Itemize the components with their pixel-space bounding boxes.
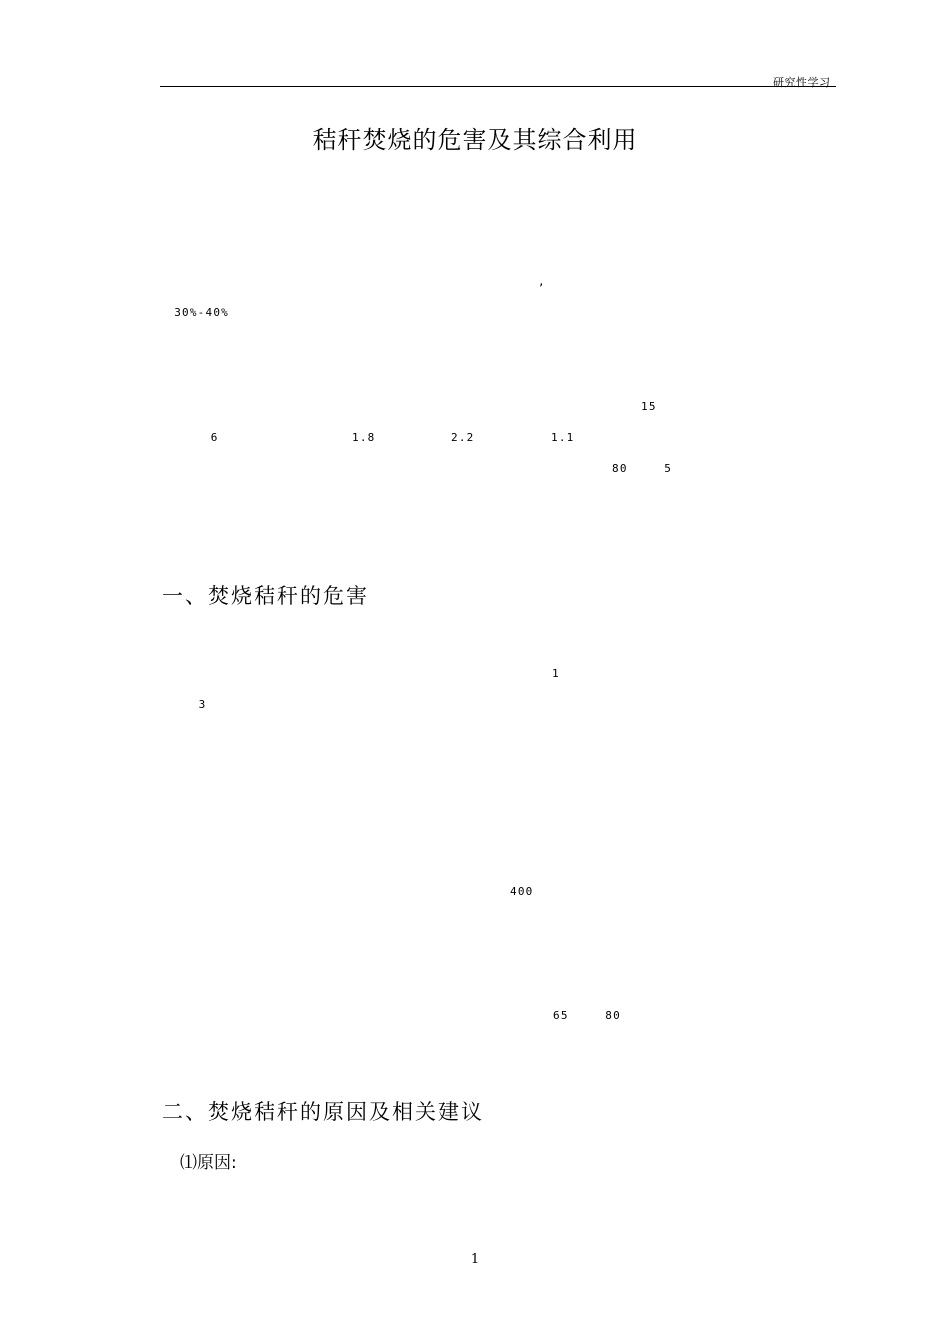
text-line	[0, 665, 950, 679]
text-segment: 1.1	[551, 431, 795, 444]
text-segment	[162, 852, 723, 868]
text-segment	[190, 821, 312, 837]
text-segment	[375, 883, 485, 899]
text-segment	[162, 460, 565, 476]
text-segment	[162, 522, 577, 538]
text-line	[0, 883, 950, 897]
text-segment	[445, 491, 677, 507]
text-line	[0, 727, 950, 741]
text-segment: 6	[162, 431, 341, 444]
text-segment: 400	[510, 885, 571, 898]
text-segment	[576, 335, 783, 351]
text-line	[0, 460, 950, 474]
text-segment: 3	[162, 698, 732, 711]
text-segment	[716, 491, 814, 507]
text-segment	[190, 211, 751, 227]
text-line	[0, 242, 950, 256]
text-segment	[190, 945, 300, 961]
text-line	[0, 696, 950, 710]
text-segment	[347, 665, 518, 681]
text-line	[0, 522, 950, 536]
text-segment	[190, 634, 751, 650]
text-line	[0, 1007, 950, 1021]
subheading-causes: ⑴原因:	[180, 1153, 237, 1173]
text-segment	[789, 883, 826, 899]
text-segment	[162, 790, 321, 806]
text-line	[0, 273, 950, 287]
running-header-label: 研究性学习	[773, 76, 831, 89]
text-segment	[303, 945, 413, 961]
text-line	[0, 821, 950, 835]
text-line	[0, 1038, 950, 1052]
text-segment	[817, 335, 829, 351]
text-segment: 1.8	[352, 431, 437, 444]
text-line	[0, 634, 950, 648]
text-segment	[190, 758, 751, 774]
text-segment	[472, 821, 765, 837]
text-segment	[347, 1200, 469, 1216]
section-heading-causes: 二、焚烧秸秆的原因及相关建议	[162, 1100, 484, 1124]
text-segment	[190, 1038, 654, 1054]
text-line	[0, 429, 950, 443]
text-segment	[190, 335, 519, 351]
page-number: 1	[470, 1252, 480, 1267]
text-line	[0, 491, 950, 505]
text-line	[0, 976, 950, 990]
text-segment: 15	[641, 400, 804, 413]
text-segment	[162, 366, 723, 382]
text-segment	[162, 1007, 516, 1023]
text-line	[0, 758, 950, 772]
text-segment	[645, 945, 804, 961]
text-segment	[658, 665, 804, 681]
text-segment: ,	[538, 275, 815, 288]
text-segment	[485, 304, 546, 320]
text-segment	[190, 1200, 361, 1216]
text-segment: 65 80	[553, 1009, 719, 1022]
document-title: 秸秆焚烧的危害及其综合利用	[312, 126, 638, 154]
text-segment: 1	[552, 667, 646, 680]
text-segment	[553, 304, 663, 320]
text-segment	[430, 945, 613, 961]
text-segment	[162, 883, 357, 899]
text-segment	[162, 398, 565, 414]
text-segment	[488, 1200, 671, 1216]
text-segment	[694, 304, 816, 320]
text-segment	[162, 491, 296, 507]
text-line	[0, 1200, 950, 1214]
text-line	[0, 398, 950, 412]
text-segment	[162, 242, 723, 258]
text-segment	[162, 665, 333, 681]
text-segment	[162, 976, 723, 992]
header-rule	[160, 86, 836, 87]
text-segment	[162, 914, 577, 930]
text-segment	[357, 304, 491, 320]
text-line	[0, 366, 950, 380]
text-line	[0, 914, 950, 928]
text-segment	[302, 821, 448, 837]
text-segment	[162, 273, 504, 289]
text-line	[0, 211, 950, 225]
text-line	[0, 852, 950, 866]
text-segment: 2.2	[451, 431, 536, 444]
text-line	[0, 945, 950, 959]
text-line	[0, 335, 950, 349]
text-segment	[317, 491, 427, 507]
text-line	[0, 304, 950, 318]
text-line	[0, 790, 950, 804]
text-segment	[702, 1200, 812, 1216]
text-segment: 30%-40%	[162, 306, 351, 319]
text-segment: 80 5	[612, 462, 795, 475]
section-heading-hazards: 一、焚烧秸秆的危害	[162, 584, 369, 608]
text-segment	[162, 727, 613, 743]
